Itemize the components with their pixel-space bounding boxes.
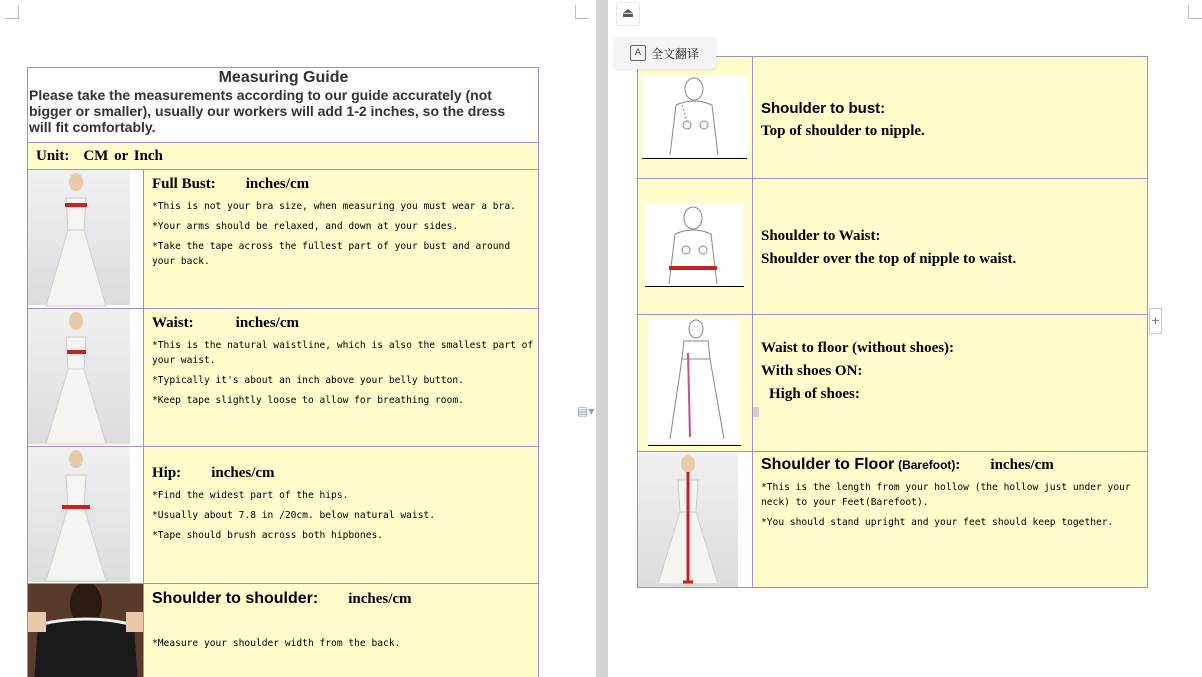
measuring-guide-table	[27, 67, 539, 677]
translate-icon: A	[630, 45, 646, 61]
note: *You should stand upright and your feet should keep together.	[761, 517, 1114, 528]
measurement-description	[144, 309, 538, 446]
unit-label: Unit:	[36, 148, 70, 164]
measurement-title: Shoulder to bust:	[761, 100, 886, 117]
table-row	[638, 57, 1147, 179]
note: *Keep tape slightly loose to allow for breathing room.	[152, 395, 464, 406]
measurement-title: Hip: inches/cm	[152, 465, 275, 481]
measurement-title: Shoulder to Floor (Barefoot): inches/cm	[761, 456, 1054, 473]
note: *Find the widest part of the hips.	[152, 490, 349, 501]
collapse-icon[interactable]: ⏏	[616, 2, 640, 26]
measurement-line: Shoulder over the top of nipple to waist.	[761, 251, 1017, 267]
table-row	[28, 170, 538, 309]
measurement-title: Waist to floor (without shoes):	[761, 340, 955, 356]
measuring-guide-table-continued	[637, 56, 1148, 588]
dress-photo	[28, 170, 144, 308]
guide-header	[28, 68, 538, 143]
note: *This is not your bra size, when measuring you must wear a bra.	[152, 201, 516, 212]
page-divider	[596, 0, 608, 677]
guide-intro: Please take the measurements according to our guide accurately (not bigger or smaller), usually our workers will add 1-2 inches, so the dress will fit comfortably.	[29, 87, 506, 135]
measurement-line: Top of shoulder to nipple.	[761, 123, 925, 139]
table-row	[28, 309, 538, 447]
table-row	[638, 315, 1147, 452]
sketch-shoulder-to-waist	[638, 179, 753, 314]
table-row	[28, 584, 538, 677]
measurement-description	[144, 584, 538, 677]
measurement-description	[753, 452, 1147, 587]
crop-mark	[1188, 5, 1202, 19]
dress-photo	[638, 452, 753, 587]
note: *This is the natural waistline, which is also the smallest part of your waist.	[152, 340, 539, 366]
measurement-line: High of shoes:	[769, 386, 860, 402]
measurement-description	[753, 315, 1147, 451]
add-row-button[interactable]: +	[1149, 308, 1162, 334]
table-resize-handle[interactable]	[753, 407, 759, 417]
crop-mark	[5, 5, 19, 19]
note: *Your arms should be relaxed, and down at your sides.	[152, 221, 459, 232]
dress-photo	[28, 447, 144, 583]
table-row	[638, 179, 1147, 315]
note: *This is the length from your hollow (the hollow just under your neck) to your Feet(Barefoot).	[761, 482, 1137, 508]
note: *Measure your shoulder width from the back.	[152, 638, 401, 649]
sketch-waist-to-floor	[638, 315, 753, 451]
unit-row	[28, 143, 538, 170]
measurement-title: Shoulder to Waist:	[761, 228, 881, 244]
document-page-left	[0, 0, 596, 677]
measurement-description	[144, 170, 538, 308]
dress-photo	[28, 309, 144, 446]
note: *Typically it's about an inch above your belly button.	[152, 375, 464, 386]
sketch-shoulder-to-bust	[638, 57, 753, 178]
document-icon[interactable]: ▤▾	[577, 404, 595, 418]
translate-full-text-button[interactable]	[614, 37, 716, 69]
measurement-title: Full Bust: inches/cm	[152, 176, 310, 192]
measurement-description	[144, 447, 538, 583]
crop-mark	[575, 5, 589, 19]
measurement-line: With shoes ON:	[761, 363, 863, 379]
translate-label: 全文翻译	[651, 46, 700, 61]
table-row	[28, 447, 538, 584]
back-photo	[28, 584, 144, 677]
unit-value: CM or Inch	[83, 148, 163, 164]
measurement-title: Shoulder to shoulder: inches/cm	[152, 590, 412, 607]
note: *Tape should brush across both hipbones.	[152, 530, 384, 541]
measurement-description	[753, 179, 1147, 314]
measurement-description	[753, 57, 1147, 178]
guide-title: Measuring Guide	[218, 69, 349, 86]
note: *Usually about 7.8 in /20cm. below natural waist.	[152, 510, 436, 521]
table-row	[638, 452, 1147, 587]
note: *Take the tape across the fullest part of your bust and around your back.	[152, 241, 516, 267]
measurement-title: Waist: inches/cm	[152, 315, 299, 331]
